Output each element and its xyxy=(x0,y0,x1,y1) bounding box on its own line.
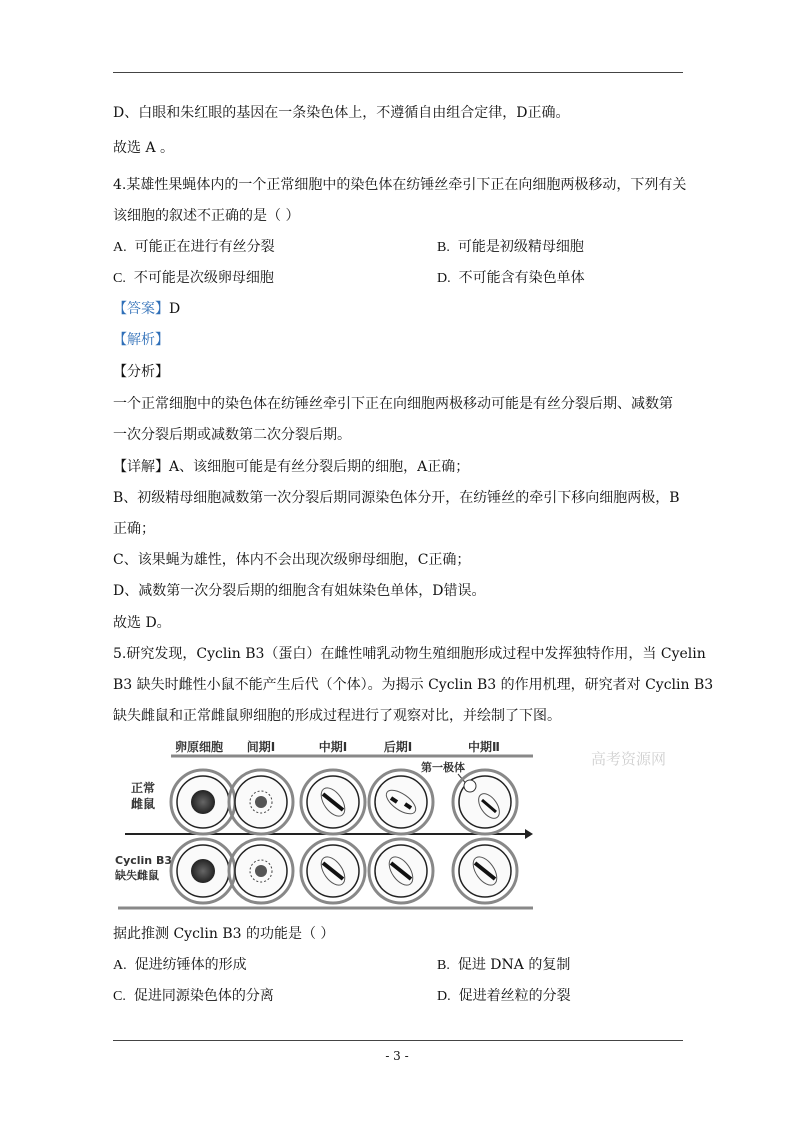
answer-line xyxy=(113,299,180,319)
anaphase1-cell xyxy=(369,770,433,834)
stage-label: 后期Ⅰ xyxy=(383,740,413,754)
row-label-normal: 雌鼠 xyxy=(131,797,156,811)
text-line: D、减数第一次分裂后期的细胞含有姐妹染色单体，D错误。 xyxy=(113,583,486,599)
arrow-head xyxy=(525,829,533,839)
text-line: 故选 A 。 xyxy=(113,140,175,156)
text-line: B、初级精母细胞减数第一次分裂后期同源染色体分开，在纺锤丝的牵引下移向细胞两极，B xyxy=(113,490,680,506)
detail-line: 【详解】A、该细胞可能是有丝分裂后期的细胞，A正确； xyxy=(113,459,470,475)
q4-option-c: C. 不可能是次级卵母细胞 xyxy=(113,270,274,286)
polar-body-label: 第一极体 xyxy=(421,761,465,774)
question-4-title-cont: 该细胞的叙述不正确的是（ ） xyxy=(113,208,300,224)
row-label-normal: 正常 xyxy=(131,781,156,795)
answer-label: 【答案】 xyxy=(113,301,169,317)
detail-label: 【详解】 xyxy=(113,459,169,475)
q5-option-b: B. 促进 DNA 的复制 xyxy=(437,957,571,973)
fenxi-label: 【分析】 xyxy=(113,364,169,380)
question-4-title: 4.某雄性果蝇体内的一个正常细胞中的染色体在纺锤丝牵引下正在向细胞两极移动，下列有关 xyxy=(113,177,687,193)
q5-option-a: A. 促进纺锤体的形成 xyxy=(113,957,247,973)
metaphase1-cell xyxy=(301,839,365,903)
q5-option-d: D. 促进着丝粒的分裂 xyxy=(437,988,571,1004)
header-rule xyxy=(113,72,683,73)
row-label-deficient: Cyclin B3 xyxy=(115,854,173,867)
stage-label: 中期Ⅱ xyxy=(468,740,500,754)
text-line: C、该果蝇为雄性，体内不会出现次级卵母细胞，C正确； xyxy=(113,552,471,568)
watermark: 高考资源网 xyxy=(591,750,667,768)
arrested-cell xyxy=(453,839,517,903)
row-normal xyxy=(171,770,517,834)
question-5-prompt: 据此推测 Cyclin B3 的功能是（ ） xyxy=(113,926,335,942)
q4-option-a: A. 可能正在进行有丝分裂 xyxy=(113,239,275,255)
row-deficient xyxy=(171,839,517,903)
q4-option-b: B. 可能是初级精母细胞 xyxy=(437,239,584,255)
question-5-title-cont: 缺失雌鼠和正常雌鼠卵细胞的形成过程进行了观察对比，并绘制了下图。 xyxy=(113,708,561,724)
oogonium-cell xyxy=(171,770,235,834)
q4-option-d: D. 不可能含有染色单体 xyxy=(437,270,585,286)
question-5-title: 5.研究发现，Cyclin B3（蛋白）在雌性哺乳动物生殖细胞形成过程中发挥独特作用，当 Cyelin xyxy=(113,646,706,662)
analysis-label: 【解析】 xyxy=(113,332,169,348)
text-line: D、白眼和朱红眼的基因在一条染色体上，不遵循自由组合定律，D正确。 xyxy=(113,105,570,121)
arrested-cell xyxy=(369,839,433,903)
stage-label: 卵原细胞 xyxy=(174,740,224,754)
page-number: - 3 - xyxy=(385,1049,409,1063)
answer-value: D xyxy=(169,301,181,317)
question-5-title-cont: B3 缺失时雌性小鼠不能产生后代（个体）。为揭示 Cyclin B3 的作用机理，研究者对 Cyclin B3 xyxy=(113,677,714,693)
row-label-deficient: 缺失雌鼠 xyxy=(115,869,159,882)
interphase-cell xyxy=(229,770,293,834)
cyclin-b3-figure xyxy=(113,734,703,914)
q5-option-c: C. 促进同源染色体的分离 xyxy=(113,988,274,1004)
text-line: 一个正常细胞中的染色体在纺锤丝牵引下正在向细胞两极移动可能是有丝分裂后期、减数第 xyxy=(113,396,673,412)
metaphase2-cell xyxy=(453,770,517,834)
text-line: 正确； xyxy=(113,521,155,537)
interphase-cell xyxy=(229,839,293,903)
stage-label: 间期Ⅰ xyxy=(246,740,276,754)
text-line: 一次分裂后期或减数第二次分裂后期。 xyxy=(113,427,351,443)
oogonium-cell xyxy=(171,839,235,903)
text-line: 故选 D。 xyxy=(113,615,171,631)
stage-label: 中期Ⅰ xyxy=(318,740,348,754)
footer-rule xyxy=(113,1040,683,1041)
metaphase1-cell xyxy=(301,770,365,834)
